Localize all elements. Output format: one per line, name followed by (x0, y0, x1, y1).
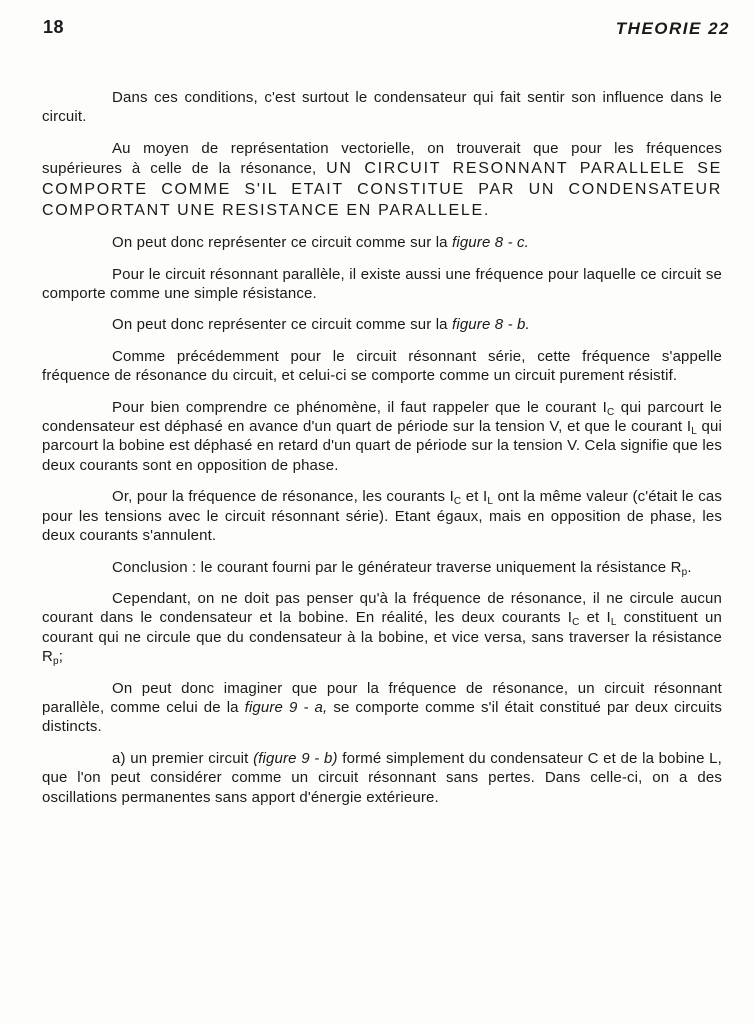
p1-text: Dans ces conditions, c'est surtout le condensateur qui fait sentir son influence dans le circuit. (42, 89, 722, 126)
p8-and: et (465, 488, 479, 506)
figure-reference: figure 8 - c. (452, 234, 529, 252)
figure-reference: figure 8 - b. (452, 316, 530, 334)
page-number: 18 (43, 17, 65, 37)
p5-text: On peut donc représenter ce circuit comme sur la (112, 316, 448, 334)
p7-text-c: qui parcourt la bobine est déphasé en retard d'un quart de période sur la tension V. Cela signifie que les deux courants sont en opposition de phase. (42, 418, 722, 474)
p9-end: . (687, 558, 692, 576)
p10-end: ; (58, 648, 64, 666)
p2-emphasis: UN CIRCUIT RESONNANT PARALLELE SE COMPORTE COMME S'IL ETAIT CONSTITUE PAR UN CONDENSATEUR COMPORTANT UNE RESISTANCE EN PARALLELE. (42, 160, 722, 220)
paragraph-5 (42, 315, 722, 334)
current-il: $I_L$ (606, 609, 617, 629)
current-ic: $I_C$ (567, 609, 580, 629)
figure-reference: (figure 9 - b) (253, 749, 338, 767)
page-body (42, 88, 722, 819)
p4-text: Pour le circuit résonnant parallèle, il existe aussi une fréquence pour laquelle ce circuit se comporte comme une simple résistance. (42, 265, 722, 303)
paragraph-10 (42, 589, 722, 667)
current-ic: $I_C$ (449, 488, 462, 508)
p10-and: et (586, 609, 600, 627)
p7-text-a: Pour bien comprendre ce phénomène, il faut rappeler que le courant (112, 398, 597, 416)
figure-reference: figure 9 - a, (244, 698, 328, 716)
header-title: THEORIE 22 (615, 19, 730, 38)
p2-text: Au moyen de représentation vectorielle, on trouverait que pour les fréquences supérieures à celle de la résonance, (42, 139, 722, 178)
p11-text-b: se comporte comme s'il était constitué par deux circuits distincts. (42, 698, 722, 736)
paragraph-2 (42, 139, 722, 221)
p12-text-b: formé simplement du condensateur C et de la bobine L, que l'on peut considérer comme un circuit résonnant sans pertes. Dans celle-ci, on a des oscillations permanentes sans apport d'énergie extérieure. (42, 749, 722, 806)
current-ic: $I_C$ (602, 398, 615, 418)
p12-text-a: a) un premier circuit (112, 749, 249, 767)
current-il: $I_L$ (686, 418, 697, 438)
paragraph-3 (42, 233, 722, 252)
p6-text: Comme précédemment pour le circuit résonnant série, cette fréquence s'appelle fréquence de résonance du circuit, et celui-ci se comporte comme un circuit purement résistif. (42, 347, 722, 385)
paragraph-8 (42, 487, 722, 545)
paragraph-4 (42, 265, 722, 304)
resistance-rp: $R_p$ (670, 558, 688, 578)
paragraph-6 (42, 347, 722, 386)
p10-text-b: constituent un courant qui ne circule que du condensateur à la bobine, et vice versa, sans traverser la résistance (42, 609, 722, 646)
p3-text: On peut donc représenter ce circuit comme sur la (112, 234, 448, 252)
p8-text-b: ont la même valeur (c'était le cas pour les tensions avec le circuit résonnant série). Etant égaux, mais en opposition de phase, les deux courants s'annulent. (42, 488, 723, 545)
paragraph-1 (42, 88, 722, 127)
paragraph-7 (42, 398, 722, 476)
paragraph-12 (42, 749, 722, 807)
p10-text-a: Cependant, on ne doit pas penser qu'à la fréquence de résonance, il ne circule aucun courant dans le condensateur et la bobine. En réalité, les deux courants (42, 589, 722, 627)
p9-text: Conclusion : le courant fourni par le générateur traverse uniquement la résistance (112, 558, 667, 576)
p11-text-a: On peut donc imaginer que pour la fréquence de résonance, un circuit résonnant parallèle, comme celui de la (42, 679, 722, 716)
current-il: $I_L$ (482, 488, 494, 508)
paragraph-9 (42, 558, 722, 577)
p7-text-b: qui parcourt le condensateur est déphasé en avance d'un quart de période sur la tension V, et que le courant (42, 398, 723, 436)
paragraph-11 (42, 679, 722, 737)
p8-text-a: Or, pour la fréquence de résonance, les courants (112, 488, 446, 506)
resistance-rp: $R_p$ (42, 648, 59, 668)
